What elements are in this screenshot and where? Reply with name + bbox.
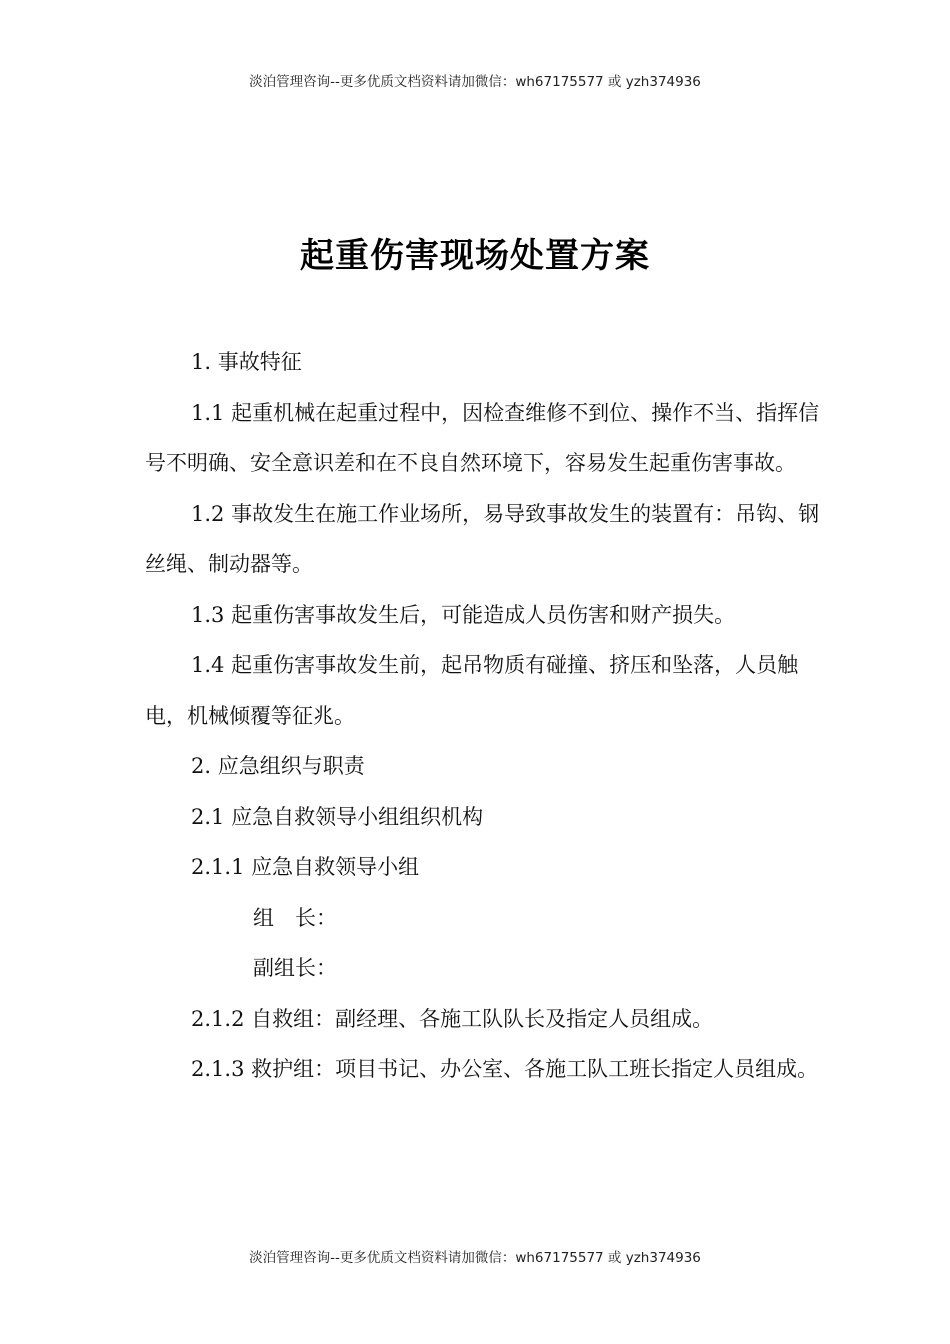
document-body xyxy=(145,337,825,1095)
subsection-heading-2-1-1: 2.1.1 应急自救领导小组 xyxy=(191,855,420,879)
paragraph-2-1-3: 2.1.3 救护组：项目书记、办公室、各施工队工班长指定人员组成。 xyxy=(191,1057,819,1081)
subsection-heading-2-1: 2.1 应急自救领导小组组织机构 xyxy=(191,804,484,829)
deputy-leader-label: 副组长： xyxy=(253,956,337,980)
paragraph-2-1-2: 2.1.2 自救组：副经理、各施工队队长及指定人员组成。 xyxy=(191,1006,714,1031)
document-title: 起重伤害现场处置方案 xyxy=(300,236,650,276)
paragraph-1-3: 1.3 起重伤害事故发生后，可能造成人员伤害和财产损失。 xyxy=(191,602,736,627)
paragraph-1-4: 1.4 起重伤害事故发生前，起吊物质有碰撞、挤压和坠落，人员触电，机械倾覆等征兆。 xyxy=(145,653,799,728)
section-heading-2: 2. 应急组织与职责 xyxy=(191,754,365,778)
paragraph-1-2: 1.2 事故发生在施工作业场所，易导致事故发生的装置有：吊钩、钢丝绳、制动器等。 xyxy=(145,501,820,576)
paragraph-1-1: 1.1 起重机械在起重过程中，因检查维修不到位、操作不当、指挥信号不明确、安全意识差和在不良自然环境下，容易发生起重伤害事故。 xyxy=(145,400,820,475)
leader-label: 组 长： xyxy=(253,905,337,930)
page-footer: 淡泊管理咨询--更多优质文档资料请加微信：wh67175577 或 yzh374936 xyxy=(249,1250,701,1266)
page-header: 淡泊管理咨询--更多优质文档资料请加微信：wh67175577 或 yzh374936 xyxy=(249,74,701,90)
section-heading-1: 1. 事故特征 xyxy=(191,350,302,374)
